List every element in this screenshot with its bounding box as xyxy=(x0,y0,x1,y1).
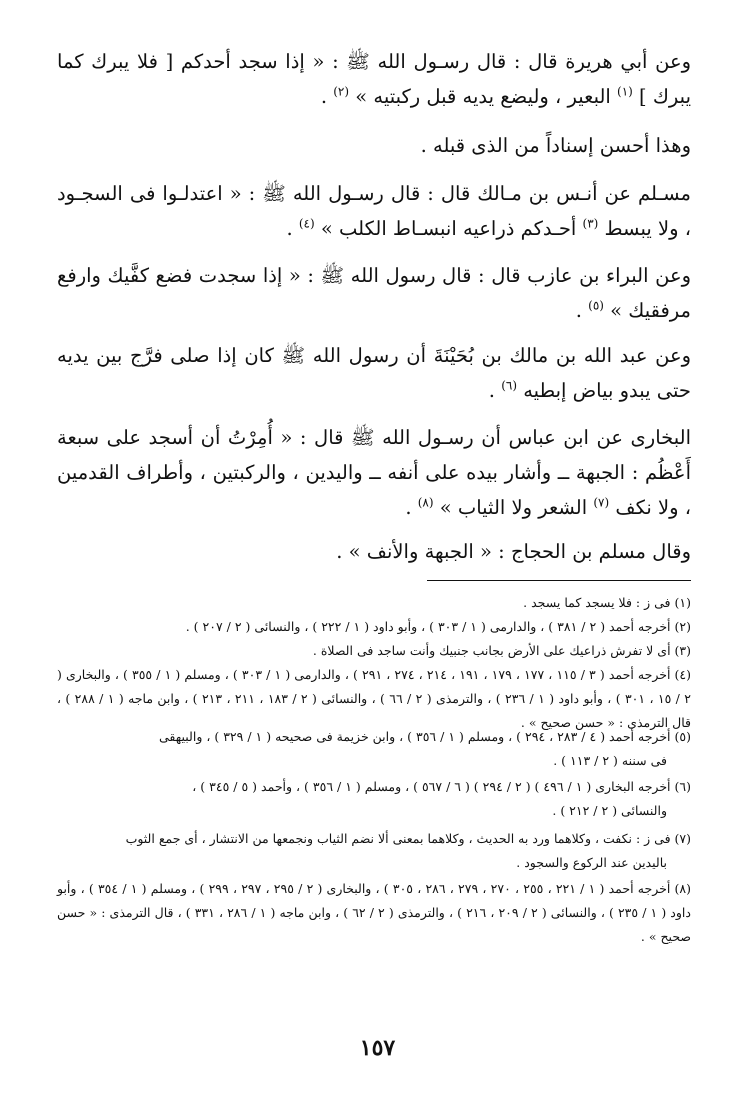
paragraph-text: البخارى عن ابن عباس أن رسـول الله ﷺ قال : « أُمِرْتُ أن أسجد على سبعة أَعْظُم : الجبهة ــ وأشار بيده على أنفه ــ واليدين ، والركبتين ، وأطراف القدمين ، ولا نكف xyxy=(57,426,691,519)
hadith-paragraph xyxy=(57,44,691,114)
footnote-text: (٨) أخرجه أحمد ( ١ / ٢٢١ ، ٢٥٥ ، ٢٧٠ ، ٢٧٩ ، ٢٨٦ ، ٣٠٥ ) ، والبخارى ( ٢ / ٢٩٥ ، ٢٩٧ ، ٢٩٩ ) ، ومسلم ( ١ / ٣٥٤ ) ، وأبو داود ( ١ / ٢٣٥ ) ، والنسائى ( ٢ / ٢٠٩ ، ٢١٦ ) ، والترمذى ( ٢ / ٦٢ ) ، وابن ماجه ( ١ / ٢٨٦ ، ٣٣١ ) ، قال الترمذى : « حسن صحيح » . xyxy=(57,881,692,944)
footnote xyxy=(57,827,691,875)
paragraph-text: وعن البراء بن عازب قال : قال رسول الله ﷺ : « إذا سجدت فضع كفَّيك وارفع مرفقيك » xyxy=(57,264,691,322)
footnote xyxy=(57,725,691,773)
paragraph-text: مسـلم عن أنـس بن مـالك قال : قال رسـول الله ﷺ : « اعتدلـوا فى السجـود ، ولا يبسط xyxy=(57,182,691,240)
commentary-paragraph xyxy=(57,128,691,163)
paragraph-text: . xyxy=(405,496,418,519)
page-number: ١٥٧ xyxy=(359,1035,396,1061)
paragraph-text: . xyxy=(488,379,502,402)
hadith-paragraph xyxy=(57,338,691,408)
footnote-text: (٣) أى لا تفرش ذراعيك على الأرض بجانب جنبيك وأنت ساجد فى الصلاة . xyxy=(312,643,691,658)
footnote-ref: (٥) xyxy=(588,298,604,313)
hadith-paragraph xyxy=(57,534,691,569)
paragraph-text: وقال مسلم بن الحجاج : « الجبهة والأنف » . xyxy=(336,540,691,563)
footnote-ref: (٤) xyxy=(298,216,315,231)
footnote-text: (٤) أخرجه أحمد ( ٣ / ١١٥ ، ١٧٧ ، ١٧٩ ، ١٩١ ، ٢١٤ ، ٢٧٤ ، ٢٩١ ) ، والدارمى ( ١ / ٣٠٣ ) ، ومسلم ( ١ / ٣٥٥ ) ، والبخارى ( ٢ / ١٥ ، ٣٠١ ) ، وأبو داود ( ١ / ٢٣٦ ) ، والترمذى ( ٢ / ٦٦ ) ، والنسائى ( ٢ / ١٨٣ ، ٢١١ ، ٢١٣ ) ، وابن ماجه ( ١ / ٢٨٨ ) ، قال الترمذى : « حسن صحيح » . xyxy=(57,667,692,730)
paragraph-text: . xyxy=(286,217,299,240)
paragraph-text: أحـدكم ذراعيه انبسـاط الكلب » xyxy=(314,217,583,240)
hadith-paragraph xyxy=(57,176,691,246)
footnote-ref: (٨) xyxy=(417,495,434,510)
paragraph-text: الشعر ولا الثياب » xyxy=(433,496,594,519)
paragraph-text: . xyxy=(575,299,589,322)
footnote-ref: (١) xyxy=(617,84,633,99)
footnote-text: (٧) فى ز : نكفت ، وكلاهما ورد به الحديث ، وكلاهما بمعنى ألا نضم الثياب ونجمعها من الانتشار ، أى جمع الثوب xyxy=(125,831,691,846)
footnote xyxy=(57,591,691,615)
footnote xyxy=(57,639,691,663)
footnote xyxy=(57,775,691,823)
footnote-ref: (٣) xyxy=(582,216,599,231)
paragraph-text: . xyxy=(320,85,334,108)
footnote-text: (٥) أخرجه أحمد ( ٤ / ٢٨٣ ، ٢٩٤ ) ، ومسلم ( ١ / ٣٥٦ ) ، وابن خزيمة فى صحيحه ( ١ / ٣٢٩ ) ، والبيهقى xyxy=(159,729,691,744)
footnote-text: (٢) أخرجه أحمد ( ٢ / ٣٨١ ) ، والدارمى ( ١ / ٣٠٣ ) ، وأبو داود ( ١ / ٢٢٢ ) ، والنسائى ( ٢ / ٢٠٧ ) . xyxy=(185,619,691,634)
footnote-divider xyxy=(427,580,691,581)
footnote-continuation: باليدين عند الركوع والسجود . xyxy=(516,855,667,870)
footnote-continuation: فى سننه ( ٢ / ١١٣ ) . xyxy=(553,753,667,768)
paragraph-text: وعن عبد الله بن مالك بن بُحَيْنَةَ أن رسول الله ﷺ كان إذا صلى فرَّج بين يديه حتى يبدو بياض إبطيه xyxy=(57,344,691,402)
hadith-paragraph xyxy=(57,258,691,328)
footnote-ref: (٢) xyxy=(333,84,350,99)
paragraph-text: وهذا أحسن إسناداً من الذى قبله . xyxy=(420,134,691,157)
footnote-text: (٦) أخرجه البخارى ( ١ / ٤٩٦ ) ( ٢ / ٢٩٤ ) ( ٦ / ٥٦٧ ) ، ومسلم ( ١ / ٣٥٦ ) ، وأحمد ( ٥ / ٣٤٥ ) ، xyxy=(192,779,691,794)
hadith-paragraph xyxy=(57,420,691,525)
footnote-continuation: والنسائى ( ٢ / ٢١٢ ) . xyxy=(552,803,667,818)
footnote xyxy=(57,615,691,639)
paragraph-text: البعير ، وليضع يديه قبل ركبتيه » xyxy=(349,85,618,108)
footnote-ref: (٦) xyxy=(501,378,518,393)
footnote-text: (١) فى ز : فلا يسجد كما يسجد . xyxy=(523,595,691,610)
footnote-ref: (٧) xyxy=(593,495,610,510)
paragraph-text: وعن أبي هريرة قال : قال رسـول الله ﷺ : « إذا سجد أحدكم [ فلا يبرك كما يبرك ] xyxy=(57,50,691,108)
footnote xyxy=(57,877,691,949)
